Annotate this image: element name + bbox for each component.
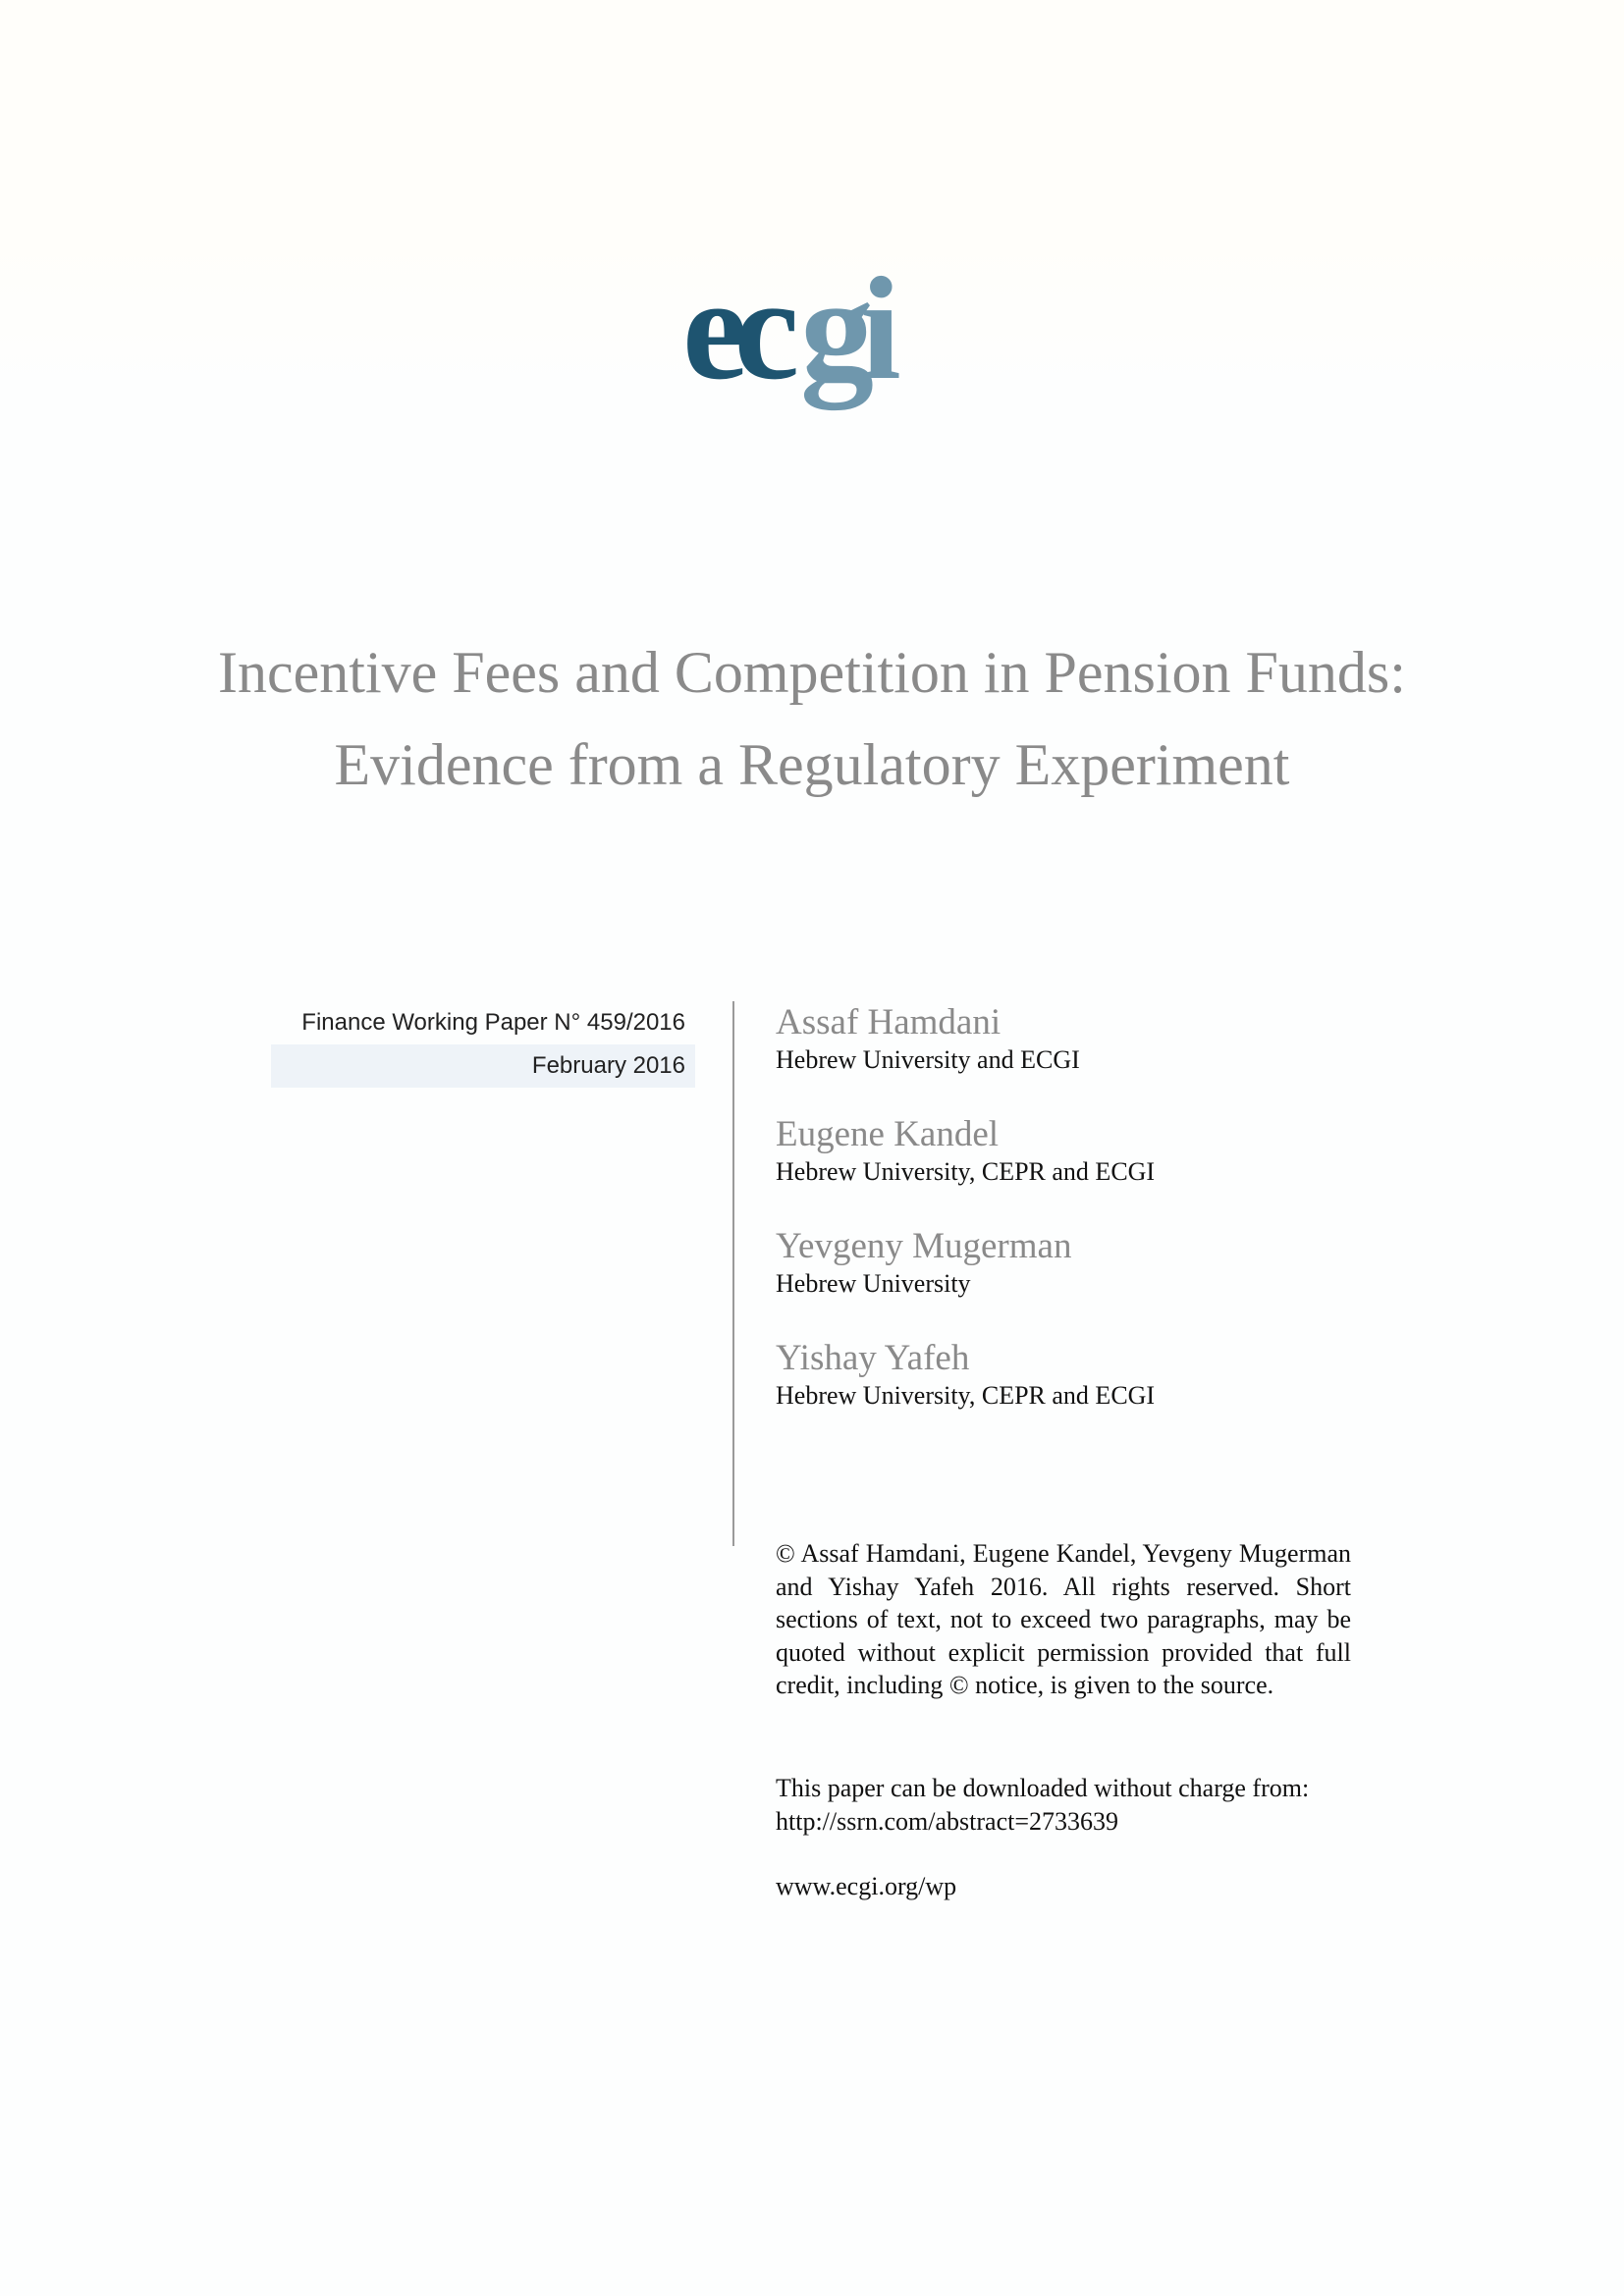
author-list <box>776 1001 1365 1449</box>
title-line-1: Incentive Fees and Competition in Pension Funds: <box>218 640 1406 705</box>
author-affiliation: Hebrew University, CEPR and ECGI <box>776 1381 1156 1410</box>
author-entry <box>776 1001 1365 1113</box>
download-link[interactable]: http://ssrn.com/abstract=2733639 <box>776 1806 1119 1836</box>
logo-letters-ec: ec <box>682 247 786 410</box>
working-paper-series: Finance Working Paper N° 459/2016 <box>301 1009 685 1036</box>
author-entry <box>776 1225 1365 1337</box>
website-link[interactable]: www.ecgi.org/wp <box>776 1872 957 1900</box>
download-text: This paper can be downloaded without charge from: <box>776 1774 1310 1802</box>
ecgi-logo <box>682 245 947 412</box>
author-affiliation: Hebrew University and ECGI <box>776 1045 1080 1074</box>
download-info <box>776 1772 1365 1838</box>
copyright-notice: © Assaf Hamdani, Eugene Kandel, Yevgeny Mugerman and Yishay Yafeh 2016. All rights reserved. Short sections of text, not to exceed two paragraphs, may be quoted without explicit permission provided that full credit, including © notice, is given to the source. <box>776 1539 1351 1699</box>
title-line-2: Evidence from a Regulatory Experiment <box>334 732 1290 797</box>
author-affiliation: Hebrew University, CEPR and ECGI <box>776 1157 1156 1186</box>
author-name: Assaf Hamdani <box>776 1002 1001 1042</box>
paper-title <box>0 626 1624 811</box>
working-paper-info <box>271 1001 695 1088</box>
author-name: Yevgeny Mugerman <box>776 1226 1072 1266</box>
working-paper-date: February 2016 <box>271 1044 695 1088</box>
vertical-divider <box>732 1001 734 1546</box>
author-entry <box>776 1337 1365 1449</box>
author-name: Eugene Kandel <box>776 1114 1000 1154</box>
author-affiliation: Hebrew University <box>776 1269 971 1298</box>
author-entry <box>776 1113 1365 1225</box>
author-name: Yishay Yafeh <box>776 1338 970 1378</box>
logo-letters-gi: gi <box>800 247 888 410</box>
